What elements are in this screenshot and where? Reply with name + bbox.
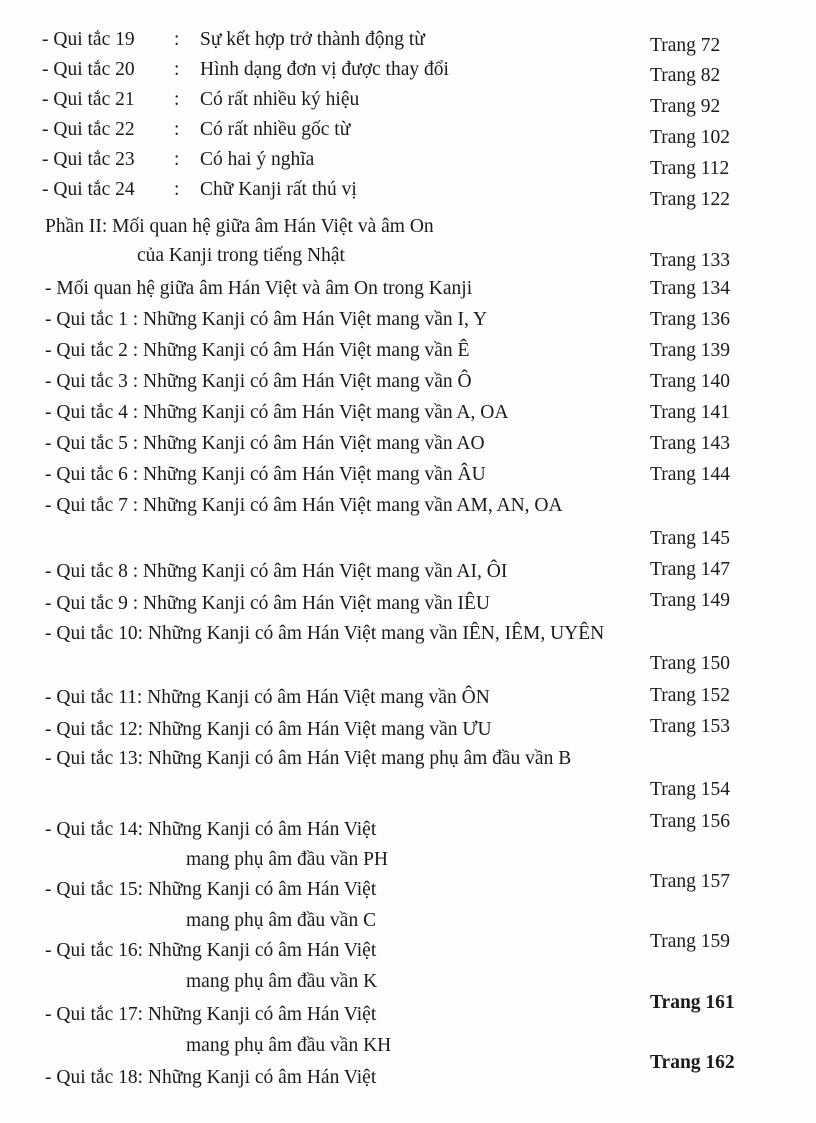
toc-entry-continued: mang phụ âm đầu vần K [186,971,378,992]
page-number: Trang 72 [650,35,721,56]
page-number: Trang 143 [650,433,730,454]
toc-entry: - Qui tắc 4 : Những Kanji có âm Hán Việt mang vần A, OA [45,402,509,423]
toc-entry: - Mối quan hệ giữa âm Hán Việt và âm On trong Kanji [45,278,473,299]
toc-entry: - Qui tắc 2 : Những Kanji có âm Hán Việt mang vần Ê [45,340,470,361]
rule-number: - Qui tắc 20 [42,59,135,80]
toc-entry: - Qui tắc 16: Những Kanji có âm Hán Việt [45,940,377,961]
colon: : [174,59,180,80]
part-heading: Phần II: Mối quan hệ giữa âm Hán Việt và âm On [45,216,434,237]
toc-entry: - Qui tắc 17: Những Kanji có âm Hán Việt [45,1004,377,1025]
rule-number: - Qui tắc 23 [42,149,135,170]
page-number: Trang 144 [650,464,730,485]
page-number: Trang 147 [650,559,730,580]
toc-entry: - Qui tắc 1 : Những Kanji có âm Hán Việt mang vần I, Y [45,309,488,330]
toc-entry: - Qui tắc 11: Những Kanji có âm Hán Việt mang vần ÔN [45,687,490,708]
toc-entry: - Qui tắc 9 : Những Kanji có âm Hán Việt mang vần IÊU [45,593,490,614]
page-number: Trang 162 [650,1052,735,1073]
page-number: Trang 139 [650,340,730,361]
page-number: Trang 154 [650,779,730,800]
rule-title: Chữ Kanji rất thú vị [200,179,357,200]
page-number: Trang 112 [650,158,730,179]
page-number: Trang 136 [650,309,730,330]
page-number: Trang 133 [650,250,730,271]
page-number: Trang 92 [650,96,721,117]
colon: : [174,119,180,140]
rule-title: Có rất nhiều gốc từ [200,119,351,140]
rule-title: Sự kết hợp trở thành động từ [200,29,425,50]
rule-number: - Qui tắc 19 [42,29,135,50]
toc-entry-continued: mang phụ âm đầu vần C [186,910,377,931]
page-number: Trang 145 [650,528,730,549]
toc-entry: - Qui tắc 18: Những Kanji có âm Hán Việt [45,1067,377,1088]
toc-entry: - Qui tắc 15: Những Kanji có âm Hán Việt [45,879,377,900]
page-number: Trang 82 [650,65,721,86]
colon: : [174,29,180,50]
page-number: Trang 149 [650,590,730,611]
colon: : [174,149,180,170]
toc-entry: - Qui tắc 5 : Những Kanji có âm Hán Việt mang vần AO [45,433,485,454]
rule-title: Hình dạng đơn vị được thay đổi [200,59,449,80]
page-number: Trang 159 [650,931,730,952]
rule-number: - Qui tắc 24 [42,179,135,200]
page-number: Trang 157 [650,871,730,892]
page-number: Trang 161 [650,992,735,1013]
page-number: Trang 153 [650,716,730,737]
toc-entry: - Qui tắc 10: Những Kanji có âm Hán Việt mang vần IÊN, IÊM, UYÊN [45,623,605,644]
colon: : [174,179,180,200]
page-number: Trang 141 [650,402,730,423]
toc-entry: - Qui tắc 8 : Những Kanji có âm Hán Việt mang vần AI, ÔI [45,561,508,582]
page-number: Trang 150 [650,653,730,674]
rule-number: - Qui tắc 22 [42,119,135,140]
rule-number: - Qui tắc 21 [42,89,135,110]
toc-entry: - Qui tắc 7 : Những Kanji có âm Hán Việt mang vần AM, AN, OA [45,495,563,516]
toc-entry: - Qui tắc 6 : Những Kanji có âm Hán Việt mang vần ÂU [45,464,486,485]
colon: : [174,89,180,110]
toc-entry-continued: mang phụ âm đầu vần PH [186,849,389,870]
page-number: Trang 156 [650,811,730,832]
page-number: Trang 152 [650,685,730,706]
toc-entry: - Qui tắc 14: Những Kanji có âm Hán Việt [45,819,377,840]
toc-entry-continued: mang phụ âm đầu vần KH [186,1035,392,1056]
page-number: Trang 102 [650,127,730,148]
rule-title: Có hai ý nghĩa [200,149,315,170]
part-heading-subtitle: của Kanji trong tiếng Nhật [137,245,345,266]
page-number: Trang 134 [650,278,730,299]
page-number: Trang 140 [650,371,730,392]
toc-entry: - Qui tắc 3 : Những Kanji có âm Hán Việt mang vần Ô [45,371,472,392]
page-number: Trang 122 [650,189,730,210]
rule-title: Có rất nhiều ký hiệu [200,89,360,110]
toc-entry: - Qui tắc 13: Những Kanji có âm Hán Việt mang phụ âm đầu vần B [45,748,572,769]
toc-entry: - Qui tắc 12: Những Kanji có âm Hán Việt mang vần ƯU [45,719,492,740]
